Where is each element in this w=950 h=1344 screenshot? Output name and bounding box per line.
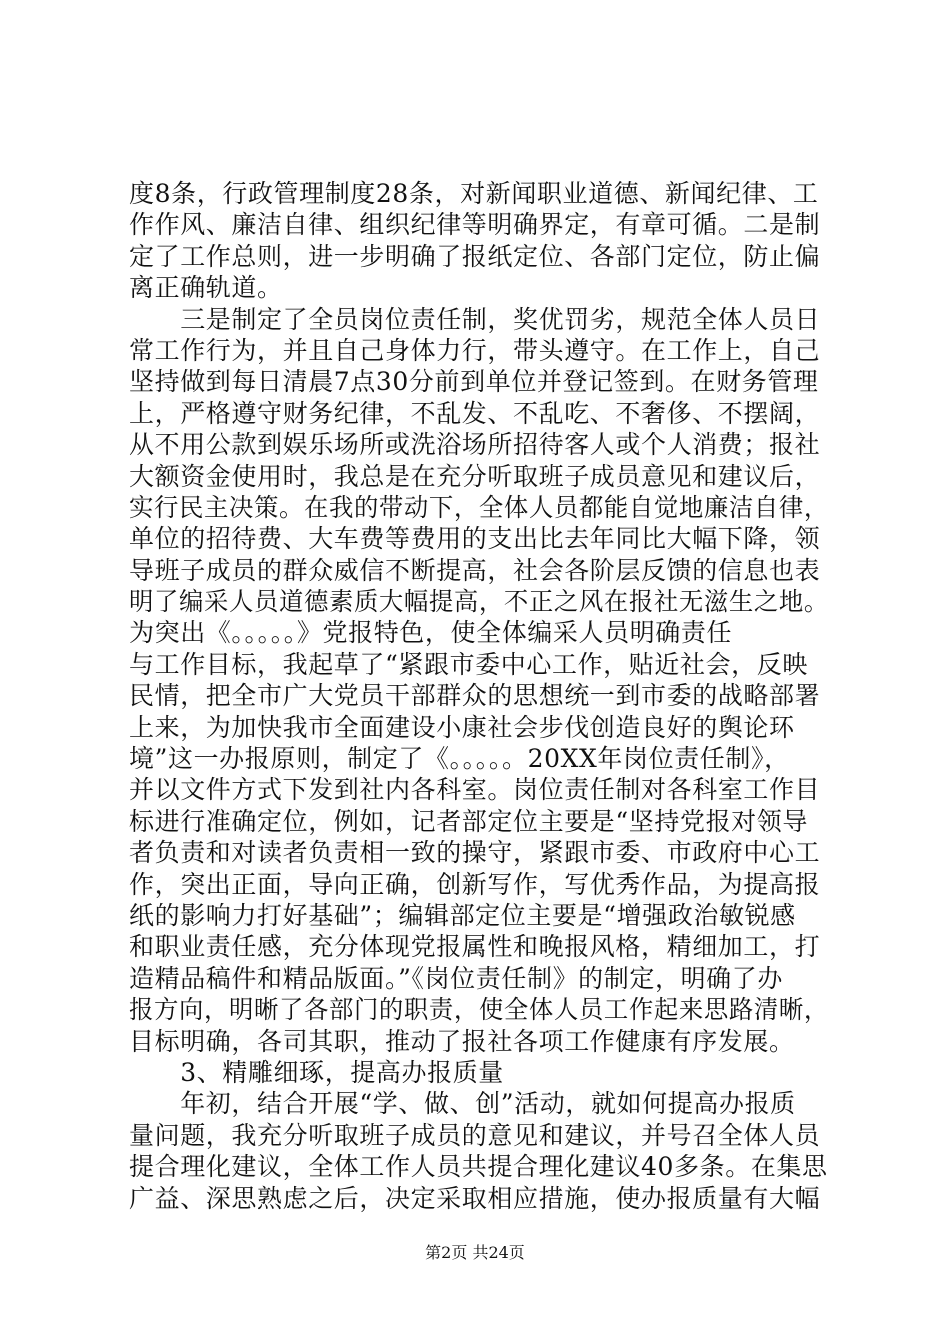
text-line: 常工作行为，并且自己身体力行，带头遵守。在工作上，自己 [129,335,821,365]
text-line: 离正确轨道。 [129,273,283,303]
text-line: 作，突出正面，导向正确，创新写作，写优秀作品，为提高报 [129,869,821,899]
text-line: 者负责和对读者负责相一致的操守，紧跟市委、市政府中心工 [129,838,821,868]
text-line: 广益、深思熟虑之后，决定采取相应措施，使办报质量有大幅 [129,1183,821,1213]
text-line: 纸的影响力打好基础”；编辑部定位主要是“增强政治敏锐感 [129,900,796,930]
text-line: 报方向，明晰了各部门的职责，使全体人员工作起来思路清晰， [129,995,829,1025]
text-line: 作作风、廉洁自律、组织纪律等明确界定，有章可循。二是制 [129,210,821,240]
text-line: 三是制定了全员岗位责任制，奖优罚劣，规范全体人员日 [129,304,821,334]
text-line: 3、精雕细琢，提高办报质量 [129,1057,504,1087]
text-line: 度8条，行政管理制度28条，对新闻职业道德、新闻纪律、工 [129,179,819,208]
text-line: 与工作目标，我起草了“紧跟市委中心工作，贴近社会，反映 [129,649,808,679]
text-line: 目标明确，各司其职，推动了报社各项工作健康有序发展。 [129,1026,795,1056]
text-line: 标进行准确定位，例如，记者部定位主要是“坚持党报对领导 [129,806,808,836]
text-line: 大额资金使用时，我总是在充分听取班子成员意见和建议后， [129,461,821,491]
text-line: 从不用公款到娱乐场所或洗浴场所招待客人或个人消费；报社 [129,430,821,460]
text-line: 提合理化建议，全体工作人员共提合理化建议40多条。在集思 [129,1152,828,1182]
text-line: 定了工作总则，进一步明确了报纸定位、各部门定位，防止偏 [129,241,821,271]
text-line: 并以文件方式下发到社内各科室。岗位责任制对各科室工作目 [129,775,821,805]
text-line: 明了编采人员道德素质大幅提高，不正之风在报社无滋生之地。 [129,587,829,617]
text-line: 上，严格遵守财务纪律，不乱发、不乱吃、不奢侈、不摆阔， [129,398,821,428]
text-line: 量问题，我充分听取班子成员的意见和建议，并号召全体人员 [129,1120,821,1150]
text-line: 和职业责任感，充分体现党报属性和晚报风格，精细加工，打 [129,932,821,962]
text-line: 年初，结合开展“学、做、创”活动，就如何提高办报质 [129,1089,796,1119]
page-footer: 第2页 共24页 [425,1243,525,1262]
text-line: 实行民主决策。在我的带动下，全体人员都能自觉地廉洁自律， [129,492,829,522]
text-line: 民情，把全市广大党员干部群众的思想统一到市委的战略部署 [129,681,821,711]
text-line: 坚持做到每日清晨7点30分前到单位并登记签到。在财务管理 [129,367,819,397]
text-line: 导班子成员的群众威信不断提高，社会各阶层反馈的信息也表 [129,555,821,585]
text-line: 单位的招待费、大车费等费用的支出比去年同比大幅下降，领 [129,524,821,554]
text-line: 造精品稿件和精品版面。”《岗位责任制》的制定，明确了办 [129,963,783,993]
body-text [129,178,829,1214]
text-line: 为突出《。。。。。》党报特色，使全体编采人员明确责任 [129,618,733,648]
text-line: 上来，为加快我市全面建设小康社会步伐创造良好的舆论环 [129,712,795,742]
text-line: 境”这一办报原则，制定了《。。。。。20XX年岗位责任制》， [129,744,790,774]
